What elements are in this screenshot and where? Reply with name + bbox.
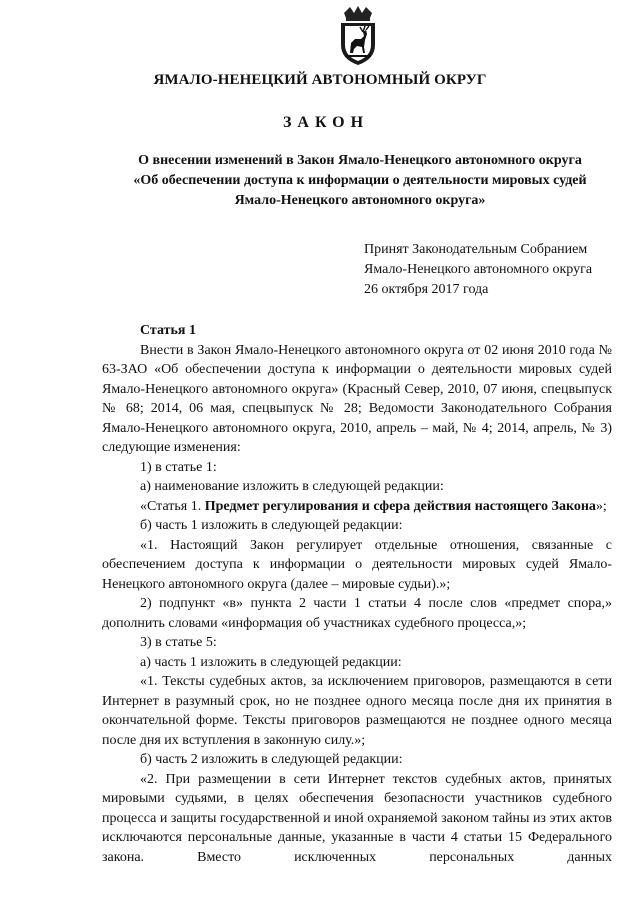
paragraph: «1. Тексты судебных актов, за исключением приговоров, размещаются в сети Интернет в разумный срок, но не позднее одного месяца после дня их принятия в окончательной форме. Тексты приговоров размещаются не позднее одного месяца после дня их вступления в законную силу.»; <box>102 674 612 748</box>
article-heading: Статья 1 <box>140 323 196 338</box>
paragraph: «2. При размещении в сети Интернет текстов судебных актов, принятых мировыми судьями, в целях обеспечения безопасности участников судебного процесса и защиты государственной и иной охраняемой законом тайны из этих актов исключаются персональные данные, указанные в части 4 статьи 15 Федерального закона. Вместо исключенных персональных данных <box>102 771 612 865</box>
paragraph-suffix: »; <box>595 498 607 514</box>
paragraph: 3) в статье 5: <box>140 635 217 650</box>
law-title-line: Ямало-Ненецкого автономного округа» <box>234 193 486 208</box>
article-title-bold: Предмет регулирования и сфера действия настоящего Закона <box>204 498 596 514</box>
adoption-line: Ямало-Ненецкого автономного округа <box>364 262 593 277</box>
law-title-line: О внесении изменений в Закон Ямало-Ненецкого автономного округа <box>138 153 582 168</box>
paragraph: «1. Настоящий Закон регулирует отдельные отношения, связанные с обеспечением доступа к информации о деятельности мировых судей Ямало-Ненецкого автономного округа (далее – мировые судьи).»; <box>102 537 612 592</box>
paragraph: б) часть 2 изложить в следующей редакции: <box>140 752 403 767</box>
document-type: ЗАКОН <box>282 114 370 131</box>
law-title <box>110 151 610 211</box>
article-body <box>102 321 612 867</box>
paragraph: 2) подпункт «в» пункта 2 части 1 статьи 4 после слов «предмет спора,» дополнить словами «информация об участниках судебного процесса,»; <box>102 596 612 631</box>
paragraph: а) часть 1 изложить в следующей редакции: <box>140 654 402 670</box>
adoption-note <box>364 240 592 300</box>
coat-of-arms-icon <box>335 5 381 67</box>
adoption-date: 26 октября 2017 года <box>364 282 489 297</box>
adoption-line: Принят Законодательным Собранием <box>364 242 588 257</box>
paragraph: Внести в Закон Ямало-Ненецкого автономного округа от 02 июня 2010 года № 63-ЗАО «Об обеспечении доступа к информации о деятельности мировых судей Ямало-Ненецкого автономного округа» (Красный Север, 2010, 07 июня, спецвыпуск № 68; 2014, 06 мая, спецвыпуск № 28; Ведомости Законодательного Собрания Ямало-Ненецкого автономного округа, 2010, апрель – май, № 4; 2014, апрель, № 3) следующие изменения: <box>102 342 612 455</box>
paragraph-prefix: «Статья 1. <box>140 498 205 514</box>
paragraph: а) наименование изложить в следующей редакции: <box>140 479 444 494</box>
paragraph <box>102 497 612 517</box>
paragraph: 1) в статье 1: <box>140 459 217 475</box>
law-title-line: «Об обеспечении доступа к информации о деятельности мировых судей <box>133 173 587 188</box>
paragraph: б) часть 1 изложить в следующей редакции: <box>140 518 403 533</box>
region-name: ЯМАЛО-НЕНЕЦКИЙ АВТОНОМНЫЙ ОКРУГ <box>153 72 487 88</box>
